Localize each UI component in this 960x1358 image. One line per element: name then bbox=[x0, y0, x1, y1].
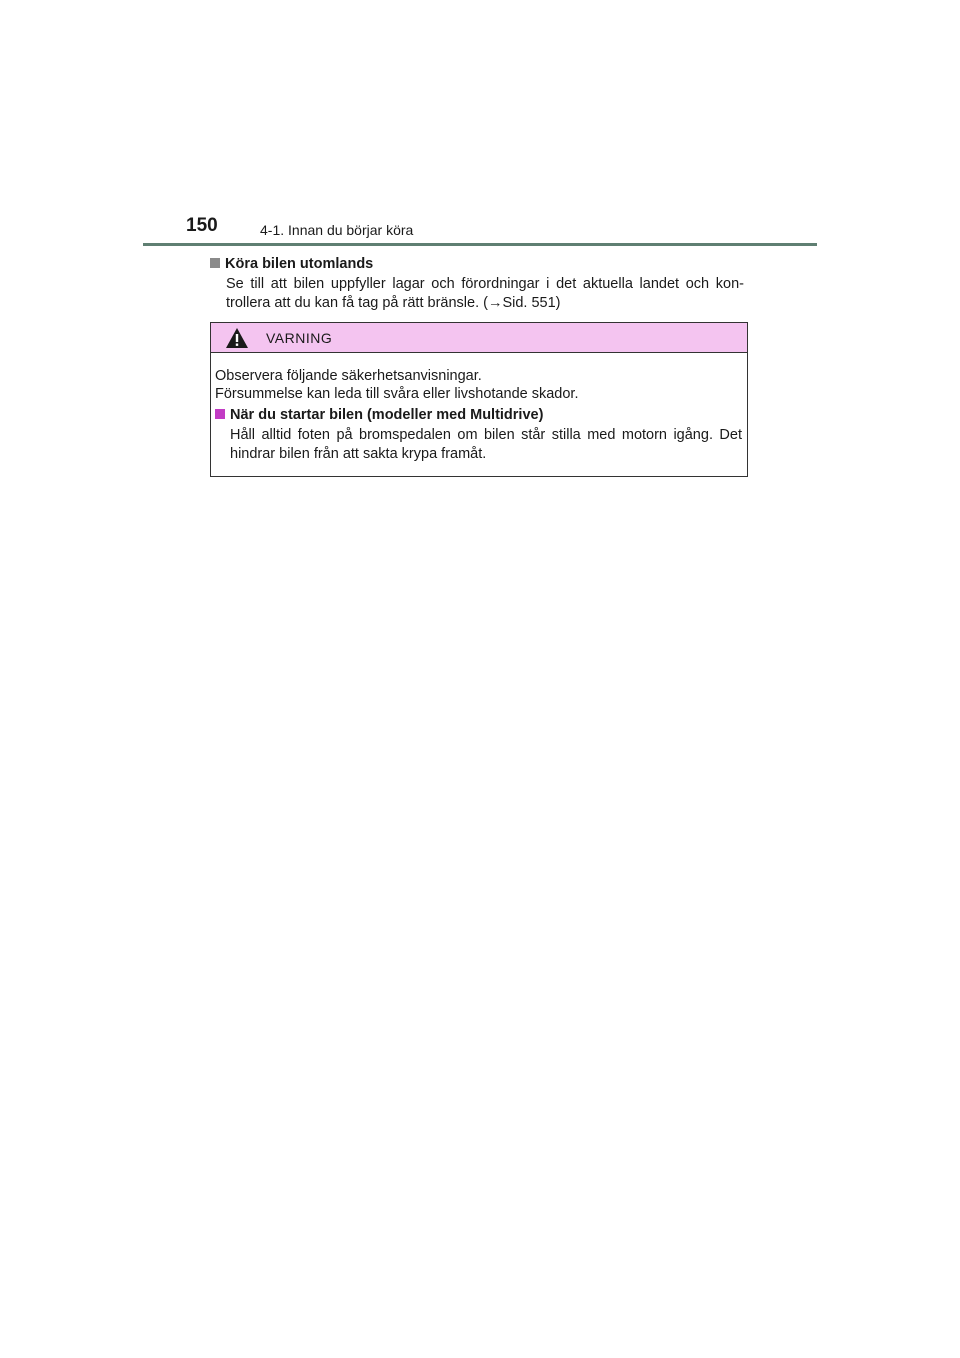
square-bullet-icon bbox=[210, 258, 220, 268]
square-bullet-icon bbox=[215, 409, 225, 419]
warning-triangle-icon bbox=[225, 327, 249, 349]
paragraph-line: Se till att bilen uppfyller lagar och förordningar i det aktuella landet och kon- bbox=[226, 276, 744, 292]
paragraph-line: Håll alltid foten på bromspedalen om bilen står stilla med motorn igång. Det bbox=[230, 427, 742, 443]
warning-header bbox=[211, 323, 747, 353]
header-rule bbox=[143, 243, 817, 246]
warning-subheading bbox=[215, 406, 543, 424]
section-paragraph-abroad bbox=[226, 275, 744, 313]
paragraph-line: trollera att du kan få tag på rätt bränsle. (→Sid. 551) bbox=[226, 295, 561, 311]
warning-label: VARNING bbox=[266, 330, 333, 346]
warning-paragraph bbox=[230, 426, 742, 464]
section-title: 4-1. Innan du börjar köra bbox=[260, 222, 414, 238]
section-heading-abroad bbox=[210, 255, 373, 273]
warning-intro-line: Försummelse kan leda till svåra eller livshotande skador. bbox=[215, 386, 579, 402]
page-number: 150 bbox=[186, 215, 218, 236]
section-heading-text: Köra bilen utomlands bbox=[225, 256, 374, 272]
warning-subheading-text: När du startar bilen (modeller med Multidrive) bbox=[230, 407, 544, 423]
paragraph-line: hindrar bilen från att sakta krypa framåt. bbox=[230, 446, 487, 462]
warning-intro bbox=[215, 367, 578, 403]
warning-intro-line: Observera följande säkerhetsanvisningar. bbox=[215, 368, 482, 384]
warning-box bbox=[210, 322, 748, 477]
